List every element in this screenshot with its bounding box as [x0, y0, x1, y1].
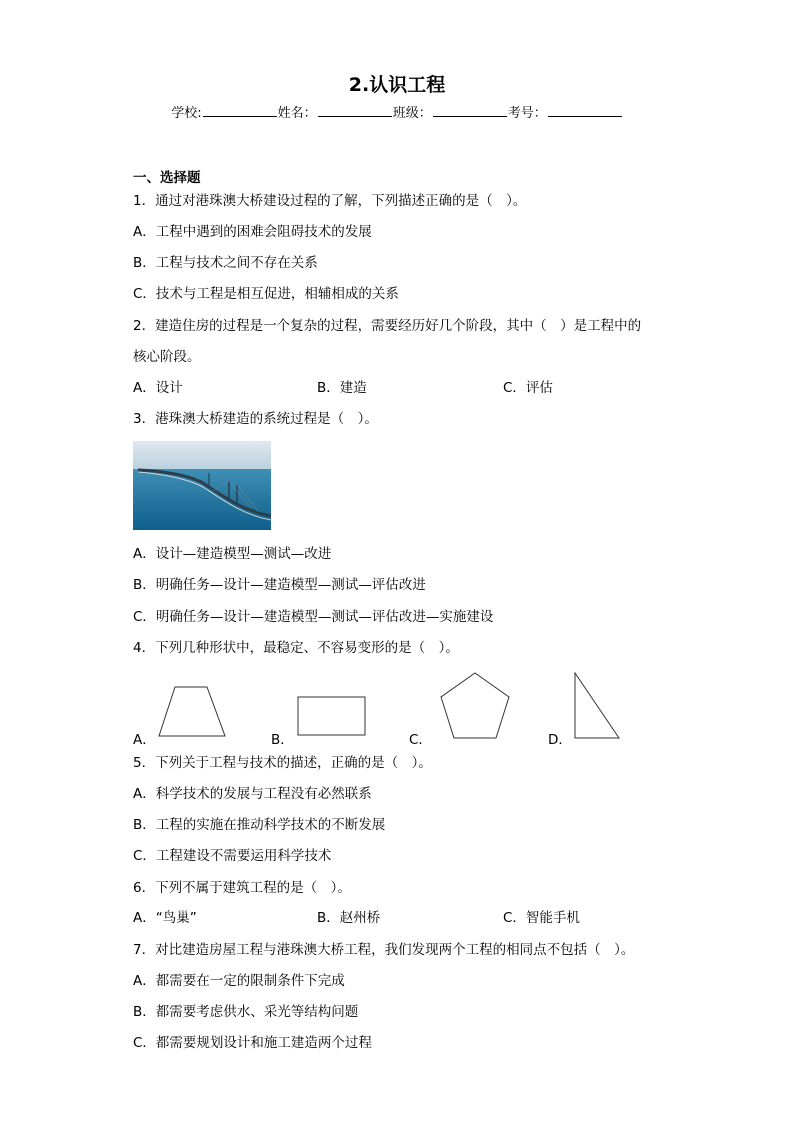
- question-2-options: [133, 379, 673, 397]
- section-title: 一、选择题: [133, 170, 201, 186]
- question-4-option-b[interactable]: B．: [271, 732, 294, 748]
- question-3-option-b[interactable]: B．明确任务—设计—建造模型—测试—评估改进: [133, 577, 426, 593]
- question-2-stem: 2．建造住房的过程是一个复杂的过程，需要经历好几个阶段，其中（ ）是工程中的: [133, 318, 642, 334]
- bridge-photo: [133, 441, 271, 530]
- question-5-option-a[interactable]: A．科学技术的发展与工程没有必然联系: [133, 786, 372, 802]
- question-5-option-b[interactable]: B．工程的实施在推动科学技术的不断发展: [133, 817, 386, 833]
- question-2-option-c[interactable]: C．评估: [503, 380, 553, 396]
- question-1-option-c[interactable]: C．技术与工程是相互促进，相辅相成的关系: [133, 286, 399, 302]
- question-4-options: [133, 668, 633, 748]
- question-1-option-b[interactable]: B．工程与技术之间不存在关系: [133, 255, 318, 271]
- name-label: 姓名：: [277, 106, 317, 121]
- question-1-stem: 1．通过对港珠澳大桥建设过程的了解，下列描述正确的是（ ）。: [133, 193, 527, 209]
- school-blank[interactable]: [203, 104, 277, 117]
- page-title: 2.认识工程: [348, 74, 446, 96]
- exam-number-label: 考号：: [507, 106, 547, 121]
- question-6-options: [133, 909, 673, 927]
- triangle-shape: [573, 672, 621, 740]
- question-2-option-b[interactable]: B．建造: [317, 380, 367, 396]
- question-3-option-c[interactable]: C．明确任务—设计—建造模型—测试—评估改进—实施建设: [133, 609, 494, 625]
- class-label: 班级：: [392, 106, 432, 121]
- question-6-stem: 6．下列不属于建筑工程的是（ ）。: [133, 880, 351, 896]
- question-5-option-c[interactable]: C．工程建设不需要运用科学技术: [133, 848, 332, 864]
- question-4-option-c[interactable]: C．: [409, 732, 432, 748]
- trapezoid-shape: [157, 686, 227, 738]
- question-3-stem: 3．港珠澳大桥建造的系统过程是（ ）。: [133, 411, 378, 427]
- name-blank[interactable]: [318, 104, 392, 117]
- question-4-option-a[interactable]: A．: [133, 732, 156, 748]
- pentagon-shape: [439, 672, 511, 740]
- question-7-stem: 7．对比建造房屋工程与港珠澳大桥工程，我们发现两个工程的相同点不包括（ ）。: [133, 942, 635, 958]
- question-2-stem-continued: 核心阶段。: [133, 349, 201, 365]
- question-6-option-c[interactable]: C．智能手机: [503, 910, 580, 926]
- question-7-option-a[interactable]: A．都需要在一定的限制条件下完成: [133, 973, 345, 989]
- exam-number-blank[interactable]: [548, 104, 622, 117]
- question-6-option-b[interactable]: B．赵州桥: [317, 910, 381, 926]
- rectangle-shape: [297, 696, 367, 738]
- question-2-option-a[interactable]: A．设计: [133, 380, 183, 396]
- class-blank[interactable]: [433, 104, 507, 117]
- question-4-stem: 4．下列几种形状中，最稳定、不容易变形的是（ ）。: [133, 640, 459, 656]
- question-5-stem: 5．下列关于工程与技术的描述，正确的是（ ）。: [133, 755, 432, 771]
- question-1-option-a[interactable]: A．工程中遇到的困难会阻碍技术的发展: [133, 224, 372, 240]
- question-6-option-a[interactable]: A．“鸟巢”: [133, 910, 197, 926]
- student-info-row: [0, 102, 794, 121]
- question-4-option-d[interactable]: D．: [548, 732, 572, 748]
- school-label: 学校:: [171, 106, 202, 121]
- question-7-option-b[interactable]: B．都需要考虑供水、采光等结构问题: [133, 1004, 359, 1020]
- question-7-option-c[interactable]: C．都需要规划设计和施工建造两个过程: [133, 1035, 372, 1051]
- question-3-option-a[interactable]: A．设计—建造模型—测试—改进: [133, 546, 332, 562]
